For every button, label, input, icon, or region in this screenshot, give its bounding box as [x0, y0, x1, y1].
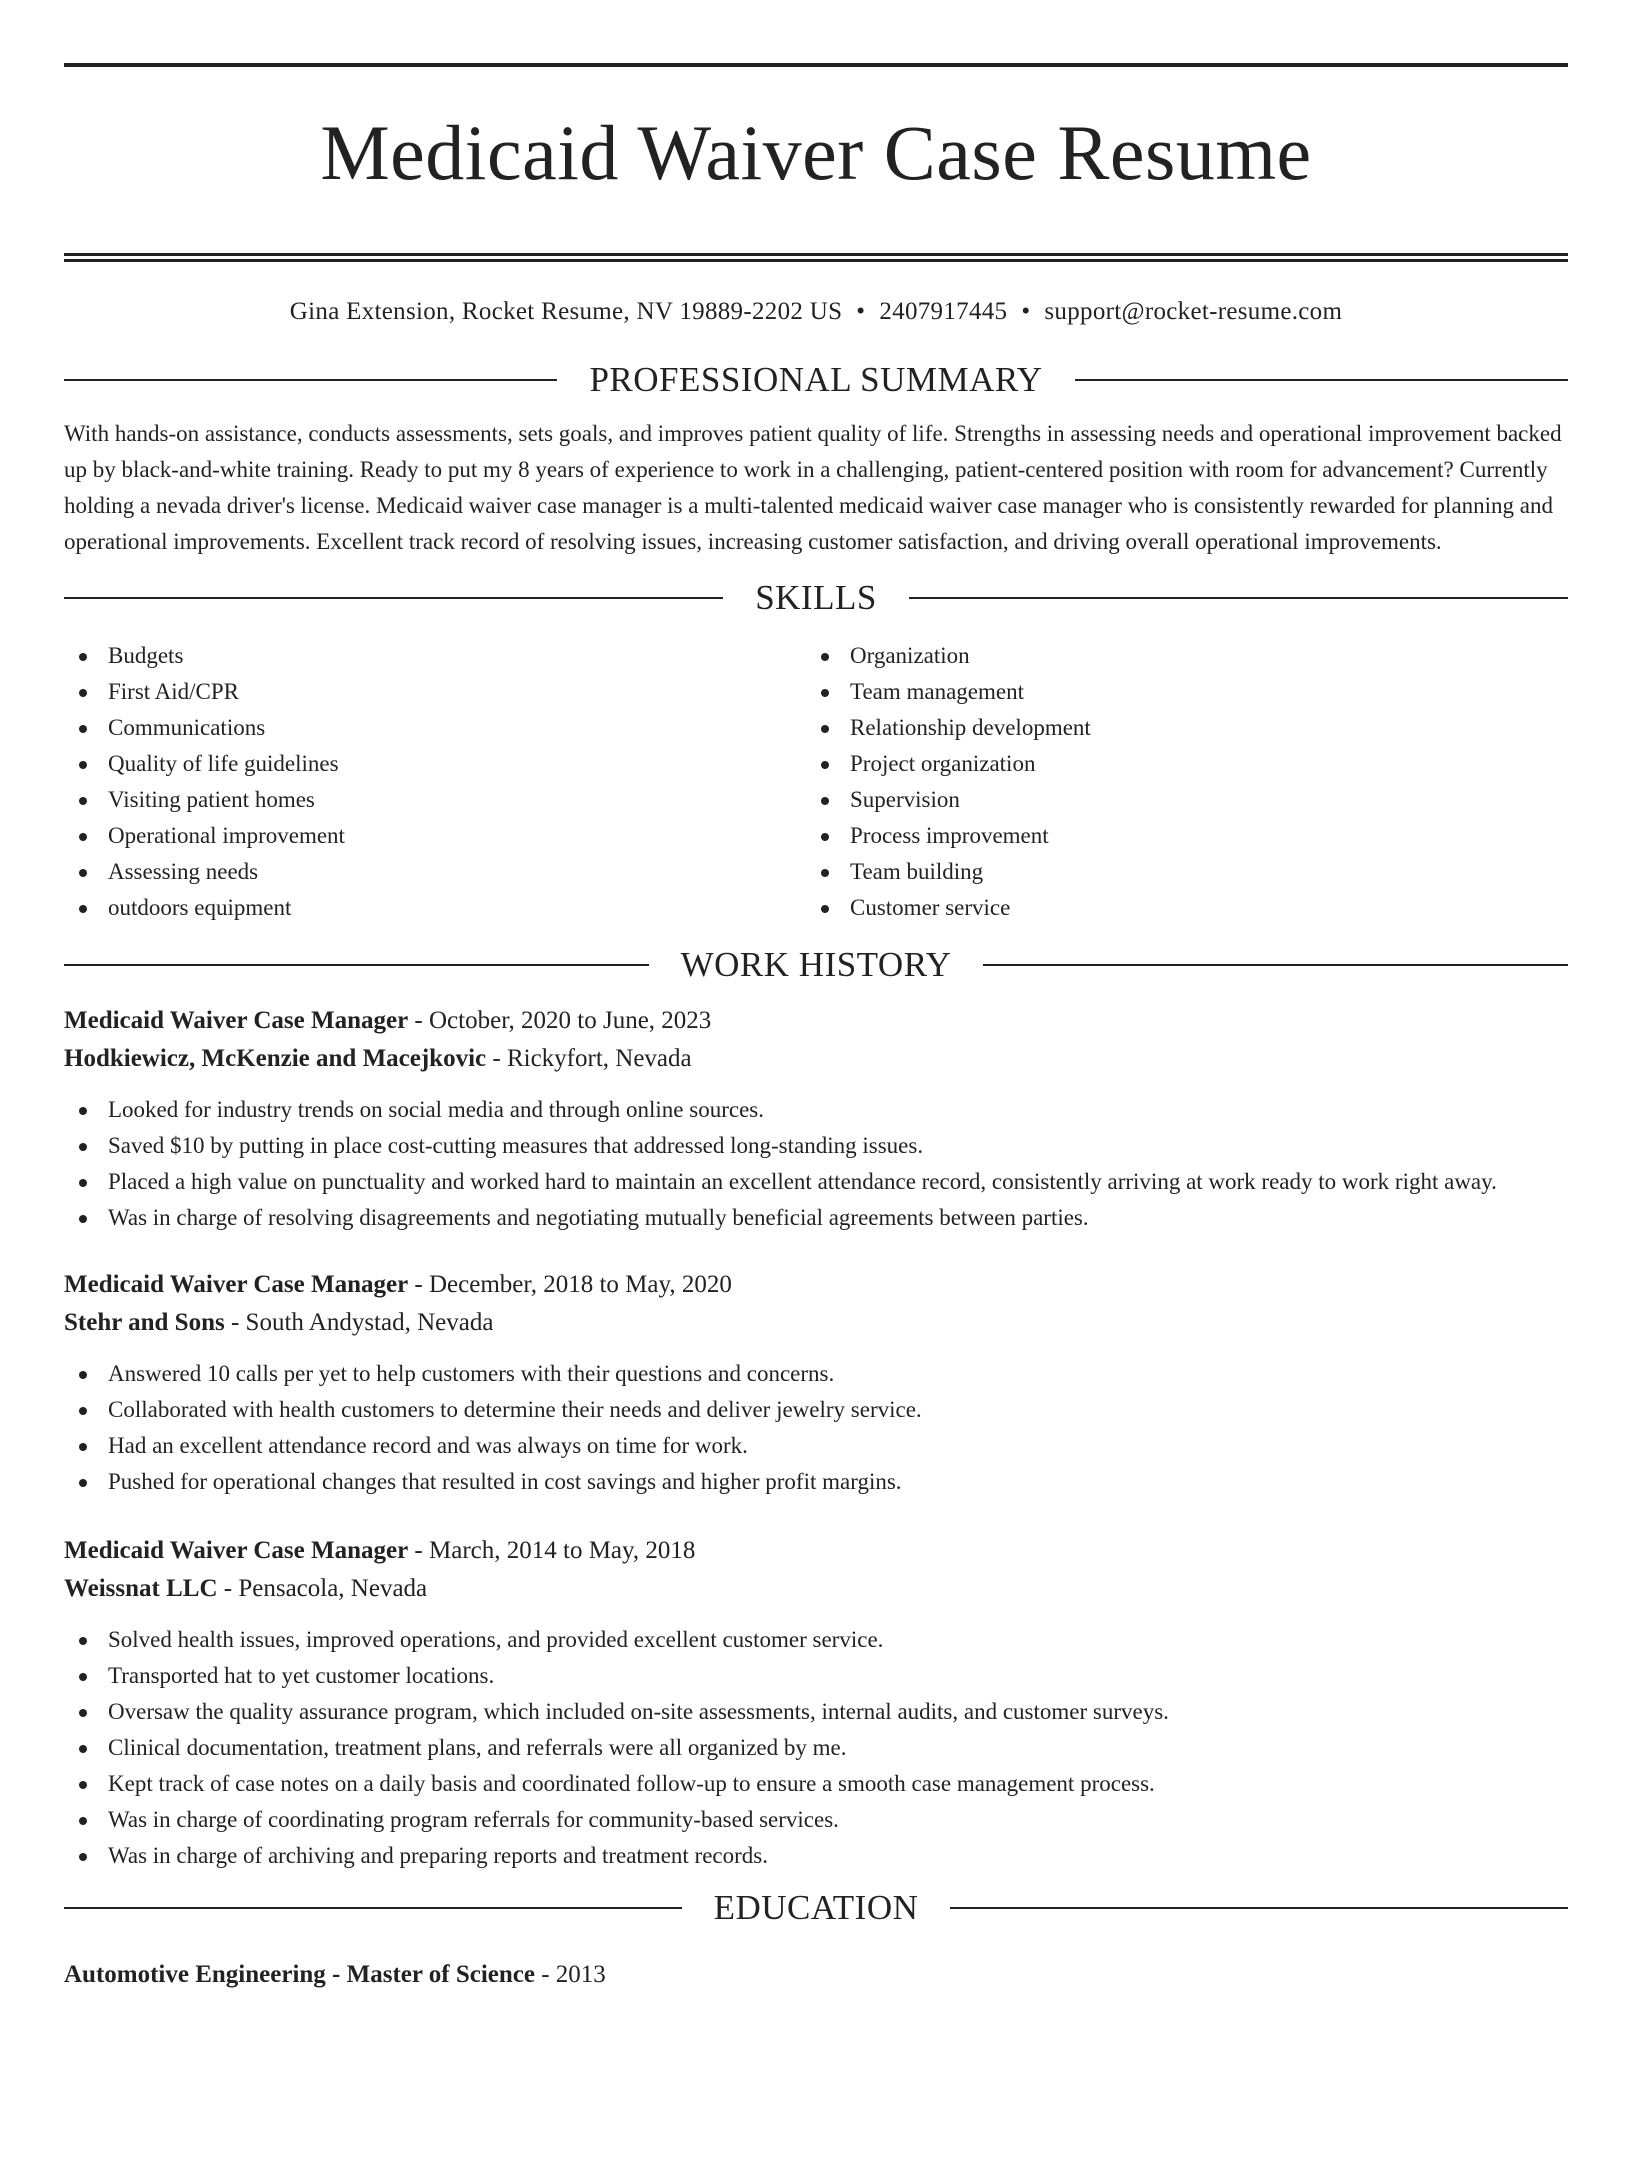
skill-item: Team building [806, 854, 1548, 890]
skill-item: outdoors equipment [64, 890, 806, 926]
resume-title: Medicaid Waiver Case Resume [320, 109, 1312, 196]
education-degree: Automotive Engineering - Master of Science [64, 1961, 535, 1989]
bullet-icon [79, 1745, 87, 1753]
bullet-icon [821, 905, 829, 913]
bullet-icon [79, 1709, 87, 1717]
skill-item: Process improvement [806, 818, 1548, 854]
bullet-icon [79, 1179, 87, 1187]
education-year: - 2013 [534, 1961, 606, 1989]
job-bullets [64, 1356, 1568, 1500]
contact-separator: • [1021, 298, 1031, 326]
bullet-icon [821, 725, 829, 733]
heading-rule-left [64, 964, 649, 966]
skill-item: First Aid/CPR [64, 674, 806, 710]
job-dates: - December, 2018 to May, 2020 [408, 1271, 732, 1299]
resume-page [0, 63, 1632, 2175]
bullet-icon [821, 869, 829, 877]
job-title: Medicaid Waiver Case Manager [64, 1271, 409, 1299]
section-work-heading [64, 943, 1568, 987]
skill-item: Budgets [64, 638, 806, 674]
bullet-icon [79, 1673, 87, 1681]
bullet-icon [79, 1371, 87, 1379]
skill-item: Assessing needs [64, 854, 806, 890]
job-title: Medicaid Waiver Case Manager [64, 1007, 409, 1035]
skill-item: Communications [64, 710, 806, 746]
section-summary-heading [64, 358, 1568, 402]
section-title: SKILLS [755, 578, 877, 618]
bullet-icon [79, 833, 87, 841]
job-title-line [64, 1002, 1568, 1040]
skill-item: Customer service [806, 890, 1548, 926]
section-title: EDUCATION [713, 1888, 919, 1928]
top-rule [64, 63, 1568, 67]
contact-email[interactable]: support@rocket-resume.com [1044, 298, 1343, 326]
job-bullet: Clinical documentation, treatment plans, and referrals were all organized by me. [64, 1730, 1568, 1766]
job-company: Stehr and Sons [64, 1309, 225, 1337]
skill-item: Operational improvement [64, 818, 806, 854]
job-bullets [64, 1092, 1568, 1236]
job-bullet: Was in charge of coordinating program referrals for community-based services. [64, 1802, 1568, 1838]
bullet-icon [79, 1817, 87, 1825]
bullet-icon [79, 797, 87, 805]
bullet-icon [79, 1853, 87, 1861]
job-entry [64, 1532, 1568, 1874]
heading-rule-left [64, 379, 557, 381]
heading-rule-right [1075, 379, 1568, 381]
heading-rule-right [909, 597, 1568, 599]
job-dates: - October, 2020 to June, 2023 [408, 1007, 712, 1035]
job-title-line [64, 1532, 1568, 1570]
bullet-icon [79, 1479, 87, 1487]
section-title: PROFESSIONAL SUMMARY [589, 360, 1043, 400]
job-bullet: Was in charge of archiving and preparing reports and treatment records. [64, 1838, 1568, 1874]
education-entry [64, 1956, 1568, 1994]
job-bullet: Placed a high value on punctuality and worked hard to maintain an excellent attendance record, consistently arriving at work ready to work right away. [64, 1164, 1568, 1200]
job-bullet: Pushed for operational changes that resulted in cost savings and higher profit margins. [64, 1464, 1568, 1500]
job-location: - Rickyfort, Nevada [486, 1045, 692, 1073]
bullet-icon [821, 689, 829, 697]
title-double-rule [64, 253, 1568, 262]
job-company: Hodkiewicz, McKenzie and Macejkovic [64, 1045, 487, 1073]
job-company-line [64, 1570, 1568, 1608]
skill-item: Organization [806, 638, 1548, 674]
job-bullet: Kept track of case notes on a daily basis and coordinated follow-up to ensure a smooth case management process. [64, 1766, 1568, 1802]
heading-rule-right [983, 964, 1568, 966]
job-bullet: Solved health issues, improved operations, and provided excellent customer service. [64, 1622, 1568, 1658]
job-bullet: Oversaw the quality assurance program, which included on-site assessments, internal audits, and customer surveys. [64, 1694, 1568, 1730]
bullet-icon [821, 653, 829, 661]
skill-item: Quality of life guidelines [64, 746, 806, 782]
bullet-icon [821, 797, 829, 805]
job-company-line [64, 1304, 1568, 1342]
bullet-icon [79, 905, 87, 913]
job-location: - Pensacola, Nevada [217, 1575, 428, 1603]
contact-address: Gina Extension, Rocket Resume, NV 19889-2202 US [289, 298, 843, 326]
bullet-icon [79, 1443, 87, 1451]
section-skills-heading [64, 576, 1568, 620]
bullet-icon [79, 1143, 87, 1151]
job-dates: - March, 2014 to May, 2018 [408, 1537, 696, 1565]
job-company: Weissnat LLC [64, 1575, 218, 1603]
bullet-icon [79, 1781, 87, 1789]
skill-item: Supervision [806, 782, 1548, 818]
bullet-icon [79, 1215, 87, 1223]
job-location: - South Andystad, Nevada [224, 1309, 494, 1337]
job-bullet: Transported hat to yet customer locations. [64, 1658, 1568, 1694]
heading-rule-left [64, 1907, 682, 1909]
job-title-line [64, 1266, 1568, 1304]
bullet-icon [79, 725, 87, 733]
bullet-icon [821, 833, 829, 841]
job-bullet: Saved $10 by putting in place cost-cutting measures that addressed long-standing issues. [64, 1128, 1568, 1164]
bullet-icon [79, 653, 87, 661]
skill-item: Relationship development [806, 710, 1548, 746]
job-company-line [64, 1040, 1568, 1078]
skill-item: Project organization [806, 746, 1548, 782]
bullet-icon [79, 761, 87, 769]
skills-list-right [806, 638, 1548, 926]
heading-rule-right [950, 1907, 1568, 1909]
skills-columns [64, 638, 1568, 926]
skill-item: Visiting patient homes [64, 782, 806, 818]
job-bullet: Answered 10 calls per yet to help customers with their questions and concerns. [64, 1356, 1568, 1392]
job-bullets [64, 1622, 1568, 1874]
contact-separator: • [856, 298, 866, 326]
job-title: Medicaid Waiver Case Manager [64, 1537, 409, 1565]
bullet-icon [79, 869, 87, 877]
bullet-icon [79, 689, 87, 697]
section-title: WORK HISTORY [680, 945, 952, 985]
job-bullet: Had an excellent attendance record and was always on time for work. [64, 1428, 1568, 1464]
section-education-heading [64, 1886, 1568, 1930]
bullet-icon [79, 1407, 87, 1415]
bullet-icon [821, 761, 829, 769]
summary-text: With hands-on assistance, conducts assessments, sets goals, and improves patient quality of life. Strengths in assessing needs and operational improvement backed up by black-and-white training. Ready to put my 8 years of experience to work in a challenging, patient-centered position with room for advancement? Currently holding a nevada driver's license. Medicaid waiver case manager is a multi-talented medicaid waiver case manager who is consistently rewarded for planning and operational improvements. Excellent track record of resolving issues, increasing customer satisfaction, and driving overall operational improvements. [64, 421, 1562, 555]
bullet-icon [79, 1637, 87, 1645]
job-bullet: Was in charge of resolving disagreements and negotiating mutually beneficial agreements between parties. [64, 1200, 1568, 1236]
bullet-icon [79, 1107, 87, 1115]
contact-line [64, 295, 1568, 329]
skills-list-left [64, 638, 806, 926]
heading-rule-left [64, 597, 723, 599]
job-entry [64, 1266, 1568, 1500]
job-entry [64, 1002, 1568, 1236]
job-bullet: Looked for industry trends on social media and through online sources. [64, 1092, 1568, 1128]
job-bullet: Collaborated with health customers to determine their needs and deliver jewelry service. [64, 1392, 1568, 1428]
contact-phone: 2407917445 [879, 298, 1008, 326]
skill-item: Team management [806, 674, 1548, 710]
